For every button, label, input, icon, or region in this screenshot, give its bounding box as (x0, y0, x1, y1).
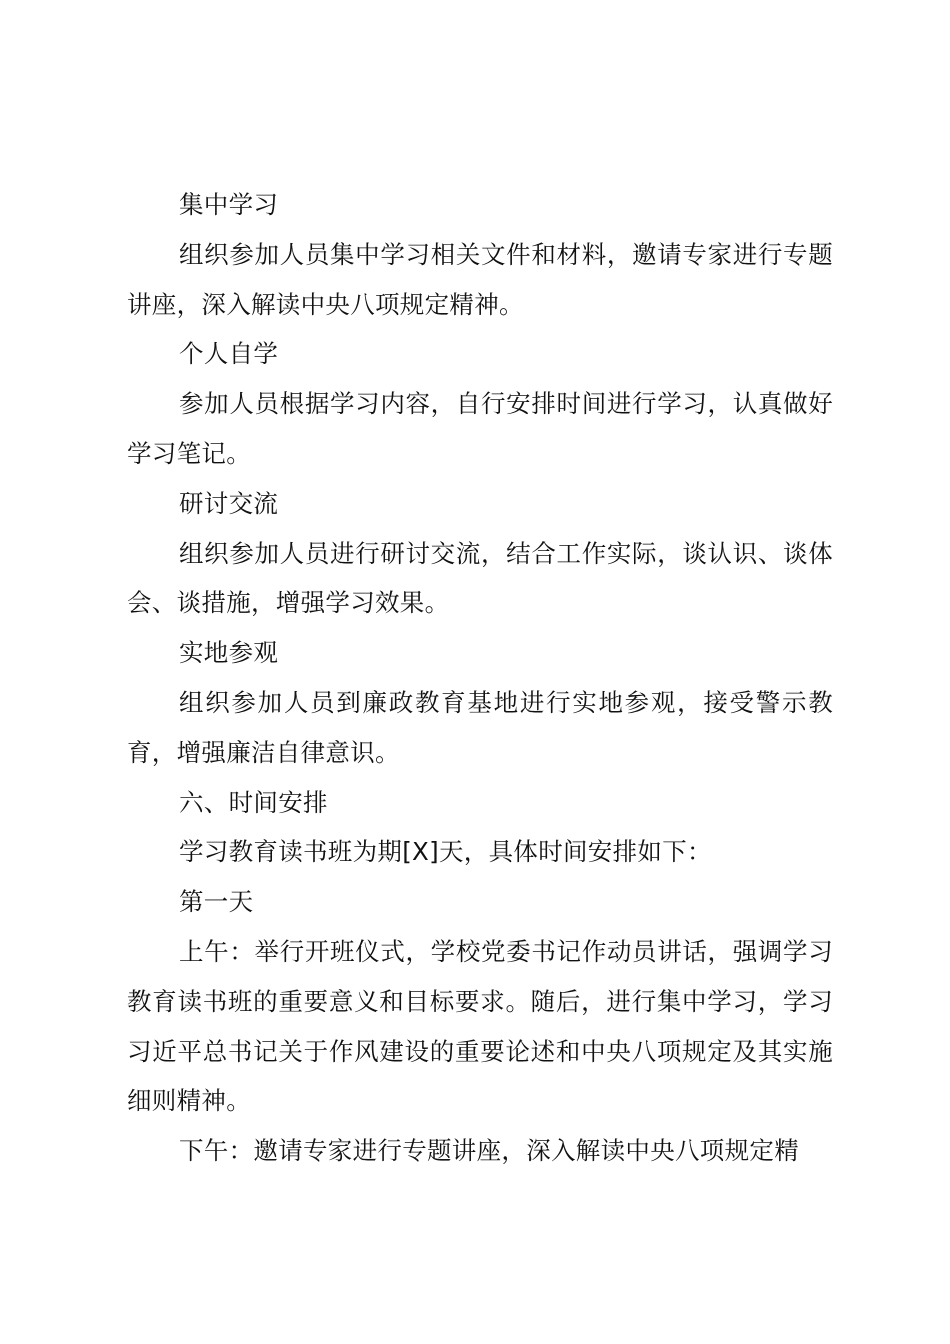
section-heading-schedule: 六、时间安排 (179, 787, 328, 817)
document-body (127, 180, 833, 1176)
paragraph-day-one-afternoon: 下午：邀请专家进行专题讲座，深入解读中央八项规定精 (179, 1136, 799, 1166)
heading-day-one: 第一天 (179, 887, 254, 917)
heading-site-visit: 实地参观 (179, 638, 279, 668)
paragraph-site-visit: 组织参加人员到廉政教育基地进行实地参观，接受警示教育，增强廉洁自律意识。 (127, 687, 833, 767)
heading-collective-study: 集中学习 (179, 190, 279, 219)
heading-discussion: 研讨交流 (179, 488, 279, 518)
heading-self-study: 个人自学 (179, 339, 279, 369)
paragraph-self-study: 参加人员根据学习内容，自行安排时间进行学习，认真做好学习笔记。 (127, 389, 833, 468)
paragraph-day-one-morning: 上午：举行开班仪式，学校党委书记作动员讲话，强调学习教育读书班的重要意义和目标要求。随后，进行集中学习，学习习近平总书记关于作风建设的重要论述和中央八项规定及其实施细则精神。 (127, 936, 833, 1116)
paragraph-schedule-intro: 学习教育读书班为期[X]天，具体时间安排如下： (179, 837, 712, 867)
paragraph-collective-study: 组织参加人员集中学习相关文件和材料，邀请专家进行专题讲座，深入解读中央八项规定精神。 (127, 239, 833, 319)
paragraph-discussion: 组织参加人员进行研讨交流，结合工作实际，谈认识、谈体会、谈措施，增强学习效果。 (127, 538, 833, 618)
